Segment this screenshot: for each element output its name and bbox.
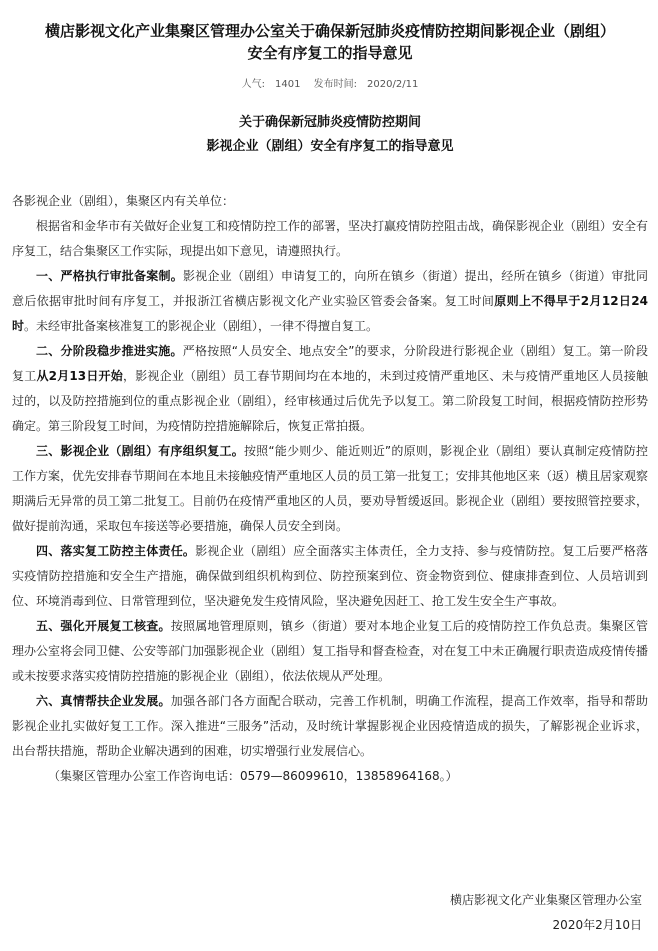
section-5-text: 按照属地管理原则，镇乡（街道）要对本地企业复工后的疫情防控工作负总责。集聚区管理办公室将会同卫健、公安等部门加强影视企业（剧组）复工指导和督查检查，对在复工中未正确履行职责造成疫情传播或未按要求落实疫情防控措施的影视企业（剧组），依法依规从严处理。 — [12, 619, 649, 683]
section-1-text-c: 。未经审批备案核准复工的影视企业（剧组），一律不得擅自复工。 — [24, 319, 379, 333]
section-1-heading: 一、严格执行审批备案制。 — [36, 269, 183, 283]
publish-label: 发布时间: — [313, 79, 358, 90]
views-count: 1401 — [275, 79, 301, 90]
section-4-text: 影视企业（剧组）应全面落实主体责任，全力支持、参与疫情防控。复工后要严格落实疫情防控措施和安全生产措施，确保做到组织机构到位、防控预案到位、资金物资到位、健康排查到位、人员培训到位、环境消毒到位、日常管理到位，坚决避免发生疫情风险，坚决避免因赶工、抢工发生安全生产事故。 — [12, 544, 648, 608]
contact-info: （集聚区管理办公室工作咨询电话：0579—86099610，13858964168。） — [48, 769, 458, 783]
signature-date: 2020年2月10日 — [552, 918, 642, 932]
document-subtitle-line2: 影视企业（剧组）安全有序复工的指导意见 — [206, 139, 454, 154]
section-4-paragraph — [12, 539, 648, 614]
section-3-text: 按照“能少则少、能近则近”的原则，影视企业（剧组）要认真制定疫情防控工作方案，优先安排春节期间在本地且未接触疫情严重地区人员的员工第一批复工；安排其他地区来（返）横且居家观察期满后无异常的员工第二批复工。目前仍在疫情严重地区的人员，要劝导暂缓返回。影视企业（剧组）要按照管控要求，做好提前沟通，采取包车接送等必要措施，确保人员安全到岗。 — [12, 444, 649, 533]
article-title-line2: 安全有序复工的指导意见 — [247, 44, 413, 62]
article-title-line1: 横店影视文化产业集聚区管理办公室关于确保新冠肺炎疫情防控期间影视企业（剧组） — [44, 22, 615, 40]
section-4-heading: 四、落实复工防控主体责任。 — [36, 544, 196, 558]
publish-time: 2020/2/11 — [367, 79, 419, 90]
section-2-paragraph — [12, 339, 648, 439]
section-1-deadline: 原则上不得早于2月12日24时 — [12, 294, 648, 333]
section-6-paragraph — [12, 689, 648, 764]
section-2-text-c: ，影视企业（剧组）员工春节期间均在本地的，未到过疫情严重地区、未与疫情严重地区人员接触过的，以及防控措施到位的重点影视企业（剧组），经审核通过后优先予以复工。第二阶段复工时间，根据疫情防控形势确定。第三阶段复工时间，为疫情防控措施解除后，恢复正常拍摄。 — [12, 369, 648, 433]
section-6-heading: 六、真情帮扶企业发展。 — [36, 694, 171, 708]
section-5-heading: 五、强化开展复工核查。 — [36, 619, 171, 633]
section-2-text-a: 严格按照“人员安全、地点安全”的要求，分阶段进行影视企业（剧组）复工。第一阶段复工 — [12, 344, 648, 383]
article-title — [12, 0, 648, 64]
signature-org: 横店影视文化产业集聚区管理办公室 — [449, 893, 642, 907]
views-info — [242, 79, 301, 90]
document-subtitle-line1: 关于确保新冠肺炎疫情防控期间 — [238, 115, 421, 130]
section-3-paragraph — [12, 439, 648, 539]
section-1-text-a: 影视企业（剧组）申请复工的，向所在镇乡（街道）提出，经所在镇乡（街道）审批同意后依据审批时间有序复工，并报浙江省横店影视文化产业实验区管委会备案。复工时间 — [12, 269, 648, 308]
document-subtitle — [12, 111, 648, 159]
section-5-paragraph — [12, 614, 648, 689]
addressee: 各影视企业（剧组），集聚区内有关单位： — [12, 194, 235, 208]
signature-block — [450, 888, 642, 938]
views-label: 人气: — [241, 79, 266, 90]
article-body — [12, 189, 648, 789]
article-meta — [12, 78, 648, 92]
section-3-heading: 三、影视企业（剧组）有序组织复工。 — [36, 444, 244, 458]
section-1-paragraph — [12, 264, 648, 339]
publish-info — [314, 79, 419, 90]
section-2-start-date: 从2月13日开始 — [36, 369, 123, 383]
section-2-heading: 二、分阶段稳步推进实施。 — [36, 344, 183, 358]
section-6-text: 加强各部门各方面配合联动，完善工作机制，明确工作流程，提高工作效率，指导和帮助影视企业扎实做好复工工作。深入推进“三服务”活动，及时统计掌握影视企业因疫情造成的损失，了解影视企业诉求，出台帮扶措施，帮助企业解决遇到的困难，切实增强行业发展信心。 — [12, 694, 648, 758]
intro-paragraph: 根据省和金华市有关做好企业复工和疫情防控工作的部署，坚决打赢疫情防控阻击战，确保影视企业（剧组）安全有序复工，结合集聚区工作实际，现提出如下意见，请遵照执行。 — [12, 219, 649, 258]
